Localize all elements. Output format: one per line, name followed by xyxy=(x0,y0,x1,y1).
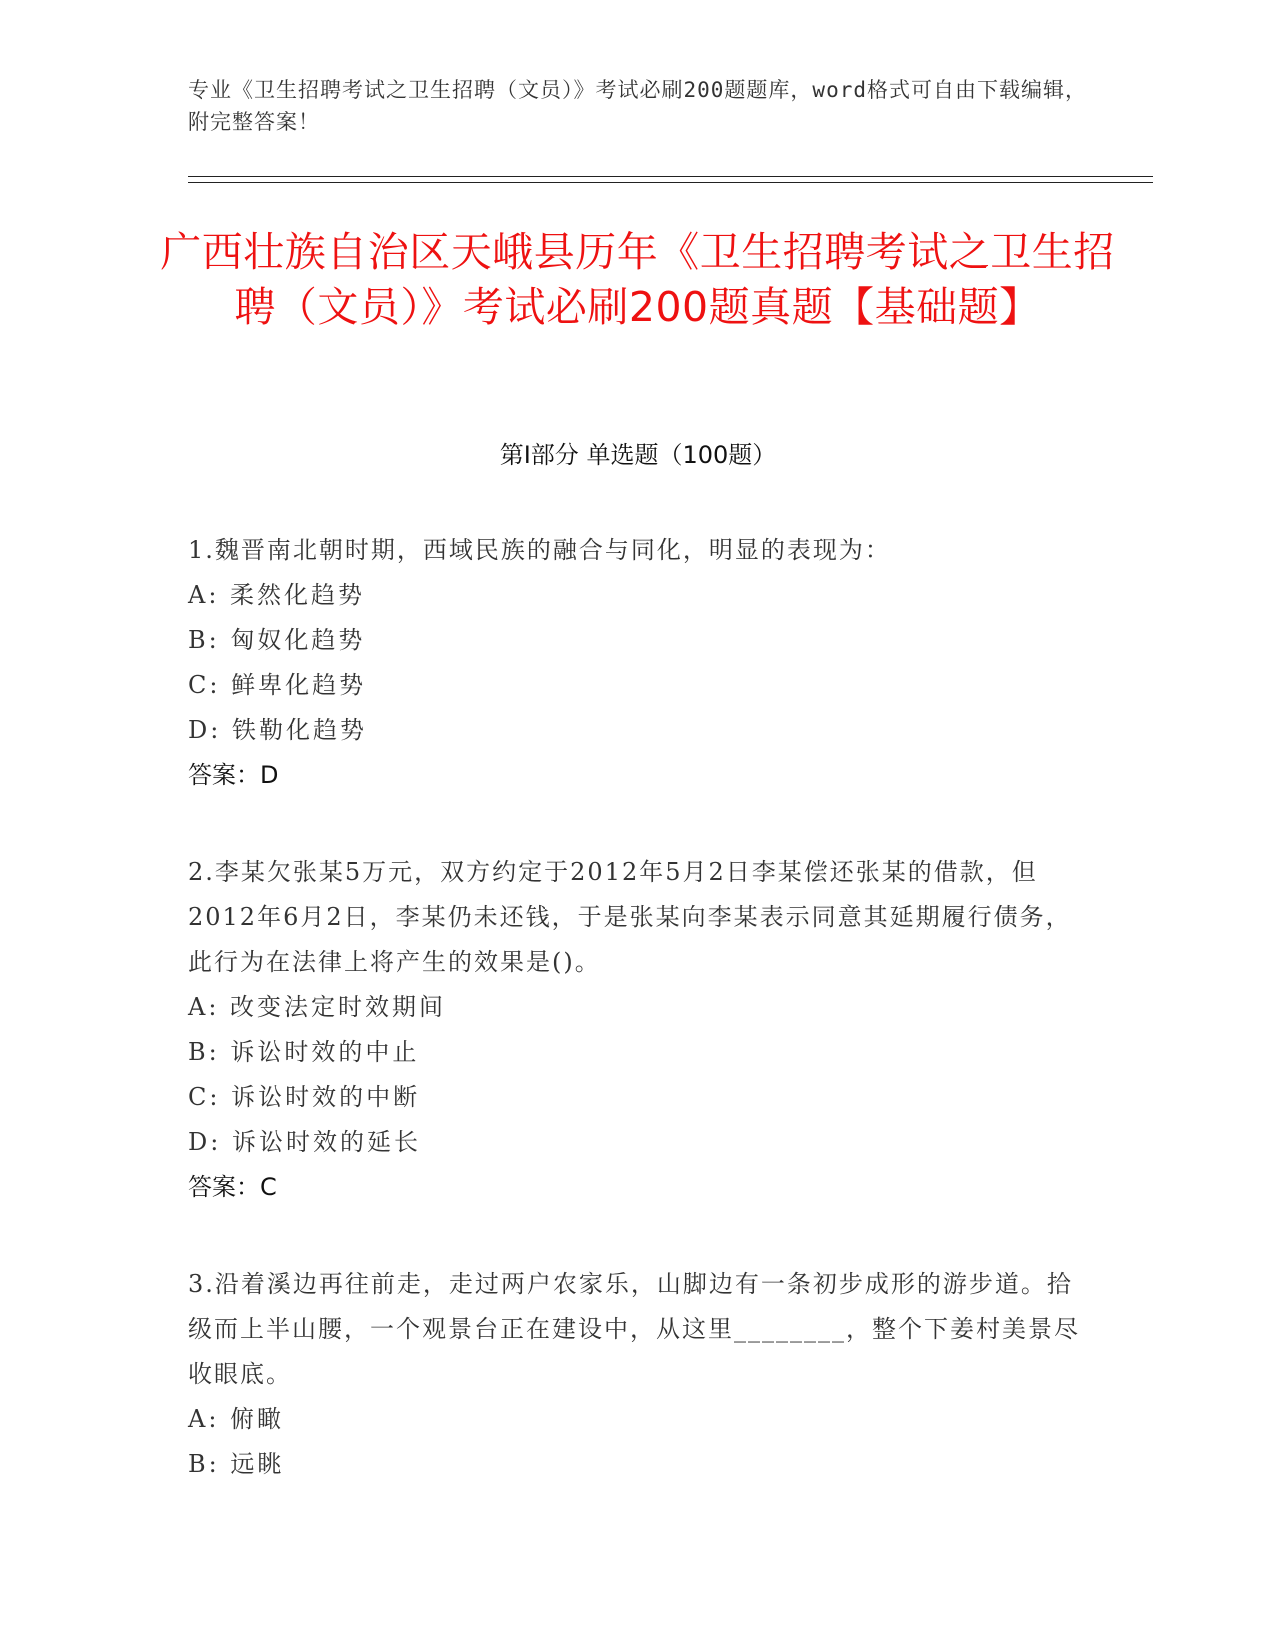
option-b: B: 匈奴化趋势 xyxy=(188,626,366,654)
option-b: B: 远眺 xyxy=(188,1450,285,1478)
option-a: A: 柔然化趋势 xyxy=(188,581,366,609)
question-stem: 1.魏晋南北朝时期，西域民族的融合与同化，明显的表现为： xyxy=(188,536,891,564)
option-a: A: 俯瞰 xyxy=(188,1405,285,1433)
option-c: C: 诉讼时效的中断 xyxy=(188,1083,421,1111)
question-1 xyxy=(188,528,1083,798)
question-stem: 2.李某欠张某5万元，双方约定于2012年5月2日李某偿还张某的借款，但2012年6月2日，李某仍未还钱，于是张某向李某表示同意其延期履行债务，此行为在法律上将产生的效果是()。 xyxy=(188,858,1072,976)
option-b: B: 诉讼时效的中止 xyxy=(188,1038,420,1066)
section-heading: 第I部分 单选题（100题） xyxy=(499,441,777,469)
question-stem: 3.沿着溪边再往前走，走过两户农家乐，山脚边有一条初步成形的游步道。拾级而上半山腰，一个观景台正在建设中，从这里________，整个下姜村美景尽收眼底。 xyxy=(188,1270,1080,1388)
option-a: A: 改变法定时效期间 xyxy=(188,993,447,1021)
header-divider xyxy=(188,176,1153,177)
header-divider-second xyxy=(188,182,1153,183)
option-c: C: 鲜卑化趋势 xyxy=(188,671,367,699)
document-title: 广西壮族自治区天峨县历年《卫生招聘考试之卫生招聘（文员）》考试必刷200题真题【基础题】 xyxy=(160,228,1115,331)
question-3 xyxy=(188,1262,1083,1487)
header-note: 专业《卫生招聘考试之卫生招聘（文员）》考试必刷200题题库，word格式可自由下载编辑，附完整答案！ xyxy=(188,78,1087,134)
question-2 xyxy=(188,850,1083,1210)
answer: 答案：C xyxy=(188,1173,277,1201)
answer: 答案：D xyxy=(188,761,279,789)
option-d: D: 铁勒化趋势 xyxy=(188,716,367,744)
question-list xyxy=(188,528,1083,1539)
option-d: D: 诉讼时效的延长 xyxy=(188,1128,421,1156)
